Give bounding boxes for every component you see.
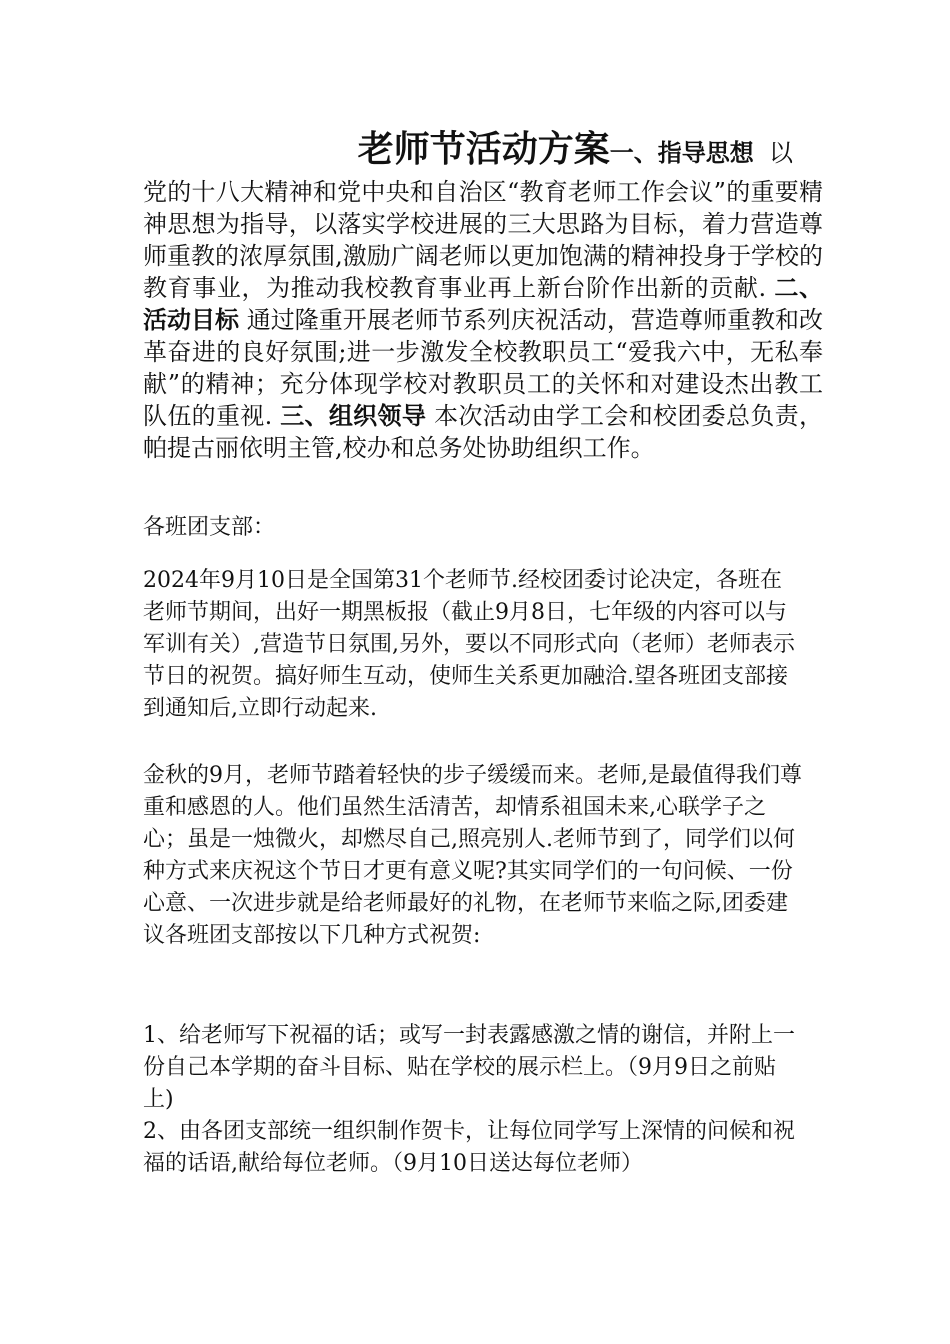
- autumn-paragraph: 金秋的9月，老师节踏着轻快的步子缓缓而来。老师,是最值得我们尊重和感恩的人。他们虽然生活清苦，却情系祖国未来,心联学子之心；虽是一烛微火，却燃尽自己,照亮别人.老师节到了，同学们以何种方式来庆祝这个节日才更有意义呢?其实同学们的一句问候、一份心意、一次进步就是给老师最好的礼物，在老师节来临之际,团委建议各班团支部按以下几种方式祝贺:: [143, 763, 802, 948]
- list-item: 2、由各团支部统一组织制作贺卡，让每位同学写上深情的问候和祝福的话语,献给每位老师。（9月10日送达每位老师）: [143, 1119, 795, 1176]
- intro-body: [143, 176, 823, 464]
- section-1-lead: 以: [769, 139, 793, 167]
- document-title: 老师节活动方案: [357, 129, 610, 170]
- salutation: 各班团支部：: [143, 515, 276, 540]
- title-line: [143, 124, 823, 176]
- section-1-text: 党的十八大精神和党中央和自治区“教育老师工作会议”的重要精神思想为指导，以落实学校进展的三大思路为目标，着力营造尊师重教的浓厚氛围,激励广阔老师以更加饱满的精神投身于学校的教育事业，为推动我校教育事业再上新台阶作出新的贡献.: [143, 178, 823, 302]
- intro-block: [143, 124, 823, 464]
- section-2-heading: 二、活动目标: [143, 274, 823, 334]
- section-3-text: 本次活动由学工会和校团委总负责，帕提古丽依明主管,校办和总务处协助组织工作。: [143, 402, 823, 462]
- section-3-heading: 三、组织领导: [280, 402, 427, 430]
- notice-paragraph: 2024年9月10日是全国第31个老师节.经校团委讨论决定，各班在老师节期间，出好一期黑板报（截止9月8日，七年级的内容可以与军训有关）,营造节日氛围,另外，要以不同形式向（老师）老师表示节日的祝贺。搞好师生互动，使师生关系更加融洽.望各班团支部接到通知后,立即行动起来.: [143, 568, 795, 721]
- section-1-heading: 一、指导思想: [609, 139, 754, 167]
- list-item: 1、给老师写下祝福的话；或写一封表露感激之情的谢信，并附上一份自己本学期的奋斗目标、贴在学校的展示栏上。（9月9日之前贴上): [143, 1023, 795, 1112]
- section-2-text: 通过隆重开展老师节系列庆祝活动，营造尊师重教和改革奋进的良好氛围;进一步激发全校教职员工“爱我六中，无私奉献”的精神；充分体现学校对教职员工的关怀和对建设杰出教工队伍的重视.: [143, 306, 824, 430]
